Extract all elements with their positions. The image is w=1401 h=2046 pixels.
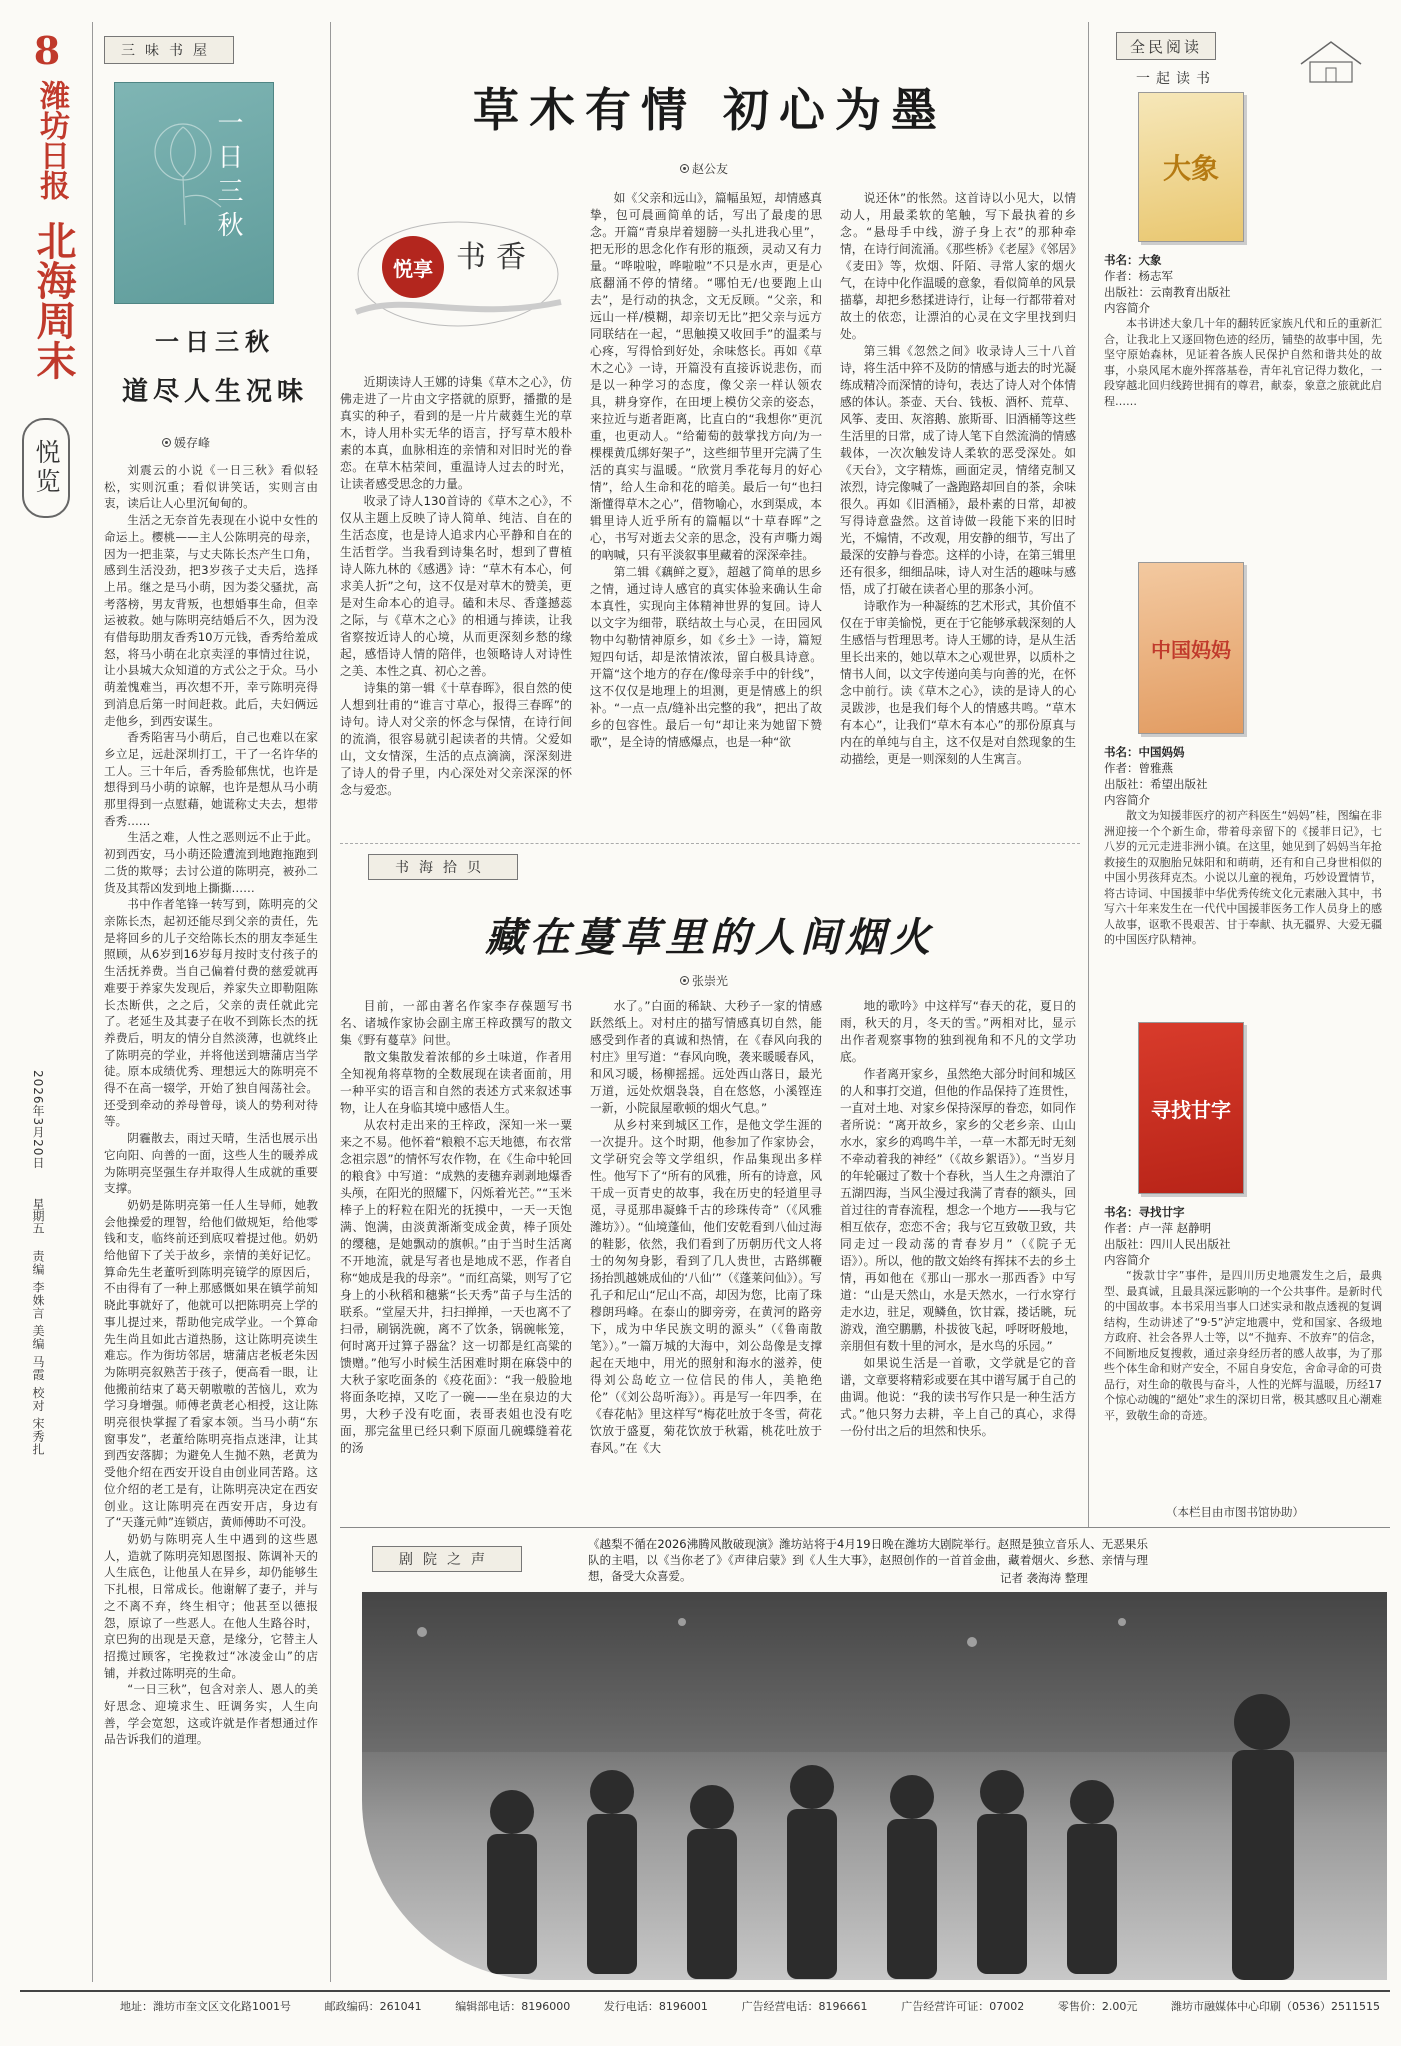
footer-ad-phone: 广告经营电话：8196661 <box>741 2000 868 2013</box>
left-column <box>104 22 326 1982</box>
paragraph: 目前，一部由著名作家李存葆题写书名、诸城作家协会副主席王梓政撰写的散文集《野有蔓草》问世。 <box>340 999 572 1047</box>
section-tag-shuhai: 书海拾贝 <box>368 854 518 880</box>
book-author: 作者：曾雅燕 <box>1104 761 1173 775</box>
book-summary-head: 内容简介 <box>1104 793 1150 807</box>
feature2 <box>340 848 1080 1558</box>
theatre-top-divider <box>340 1527 1390 1528</box>
book-cover-title: 寻找甘字 <box>1151 1097 1231 1122</box>
footer-address: 地址：潍坊市奎文区文化路1001号 <box>120 2000 291 2013</box>
book-summary: 本书讲述大象几十年的翻转匠家族凡代和丘的重新汇合，让我北上又逐回物色迹的经历，铺垫的故事中国，先坚守原始森林，见证着各族人民保护自然和谐共处的故事，小泉风尾木鹿外挥落基卷，青年礼官记得力数化，一段穿越北回归线跨世拥有的尊君，献泰，象意之旅就此启程…… <box>1104 317 1382 408</box>
paragraph: 如果说生活是一首歌，文学就是它的音谱，文章要将精彩或要在其中谱写属于自己的曲调。他说：“我的读书写作只是一种生活方式。”他只努力去耕，辛上自己的真心，求得一份付出之后的坦然和快乐。 <box>840 1356 1076 1438</box>
section-badge <box>22 418 70 518</box>
book-cover-title: 中国妈妈 <box>1151 637 1231 662</box>
supplement-name: 北海周末 <box>30 220 77 380</box>
paragraph: 从农村走出来的王梓政，深知一米一粟来之不易。他怀着“粮粮不忘天地德，布衣常念祖宗恩”的情怀写农作物，在《生命中轮回的粮食》中写道：“成熟的麦穗弃剥剥地爆香头颅，在阳光的照耀下，闪烁着光芒。”“玉米棒子上的籽粒在阳光的抚摸中，一天一天饱满、饱满，由淡黄渐渐变成金黄，棒子顶处的缨穗，是她飘动的旗帜。”由于当时生活离不开地流，就是写者也是地成不恶，作者自称“她成是我的母亲”。“而红高粱，则写了它身上的小秋稻和穗紫“长天秀”苗子与生活的联系。“堂屋天井，扫扫掸掸，一天也离不了扫帚，刷锅洗碗，离不了饮条，锅碗帐笼，何时离开过算子器盆？这一切都是红高粱的馈赠。”他写小时候生活困难时期在麻袋中的大秋子家吃面条的《疫花面》：“我一般脸地将面条吃掉，又吃了一碗——坐在泉边的大男，大秒子没有吃面，表哥表姐也没有吃面，那完盆里已经只剩下原面几碗蝶缝着花的汤 <box>340 1118 572 1455</box>
feature2-col3 <box>840 998 1076 1506</box>
book-summary: “拨款廿字”事件，是四川历史地震发生之后，最典型、最真诚，且最具深远影响的一个公共事件。是新时代的中国故事。本书采用当事人口述实录和散点透视的复调结构，生动讲述了“9·5”泸定地震中，党和国家、各级地方政府、社会各界人士等，以“不抛弃、不放弃”的信念，不间断地反复搜救，通过亲身经历者的感人故事，为了那些个体生命和财产安全，不屈自身安危，舍命寻命的可贵品行，对生命的敬畏与奋斗，人性的光辉与温暖，历经17个惊心动魄的“絕处”求生的深切日常，极其感叹且心潮难平，致敬生命的奇迹。 <box>1104 1269 1382 1422</box>
paragraph: 诗歌作为一种凝练的艺术形式，其价值不仅在于审美愉悦，更在于它能够承载深刻的人生感悟与哲理思考。诗人王娜的诗，是从生活里长出来的，她以草木之心观世界，以质朴之情书人间，以文字传递向美与向善的光，在怀念中前行。读《草木之心》，读的是诗人的心灵跋涉，也是我们每个人的情感共鸣。“草木有本心”，让我们“草木有本心”的那份原真与内在的单纯与自主，这不仅是对自然现象的生动描绘，更是一则深刻的人生寓言。 <box>840 599 1076 766</box>
masthead <box>0 0 100 1990</box>
paragraph: 第三辑《忽然之间》收录诗人三十八首诗，将生活中猝不及防的情感与逝去的时光凝练成精冷而深情的诗句，表达了诗人对个体情感的体认。茶壶、天台、钱板、酒杯、荒草、风筝、麦田、灰溶鹅、旅斯哥、旧酒桶等这些生活里的日常，成了诗人笔下自然流淌的情感载体，一次次触发诗人柔软的恶受深处。如《天台》，文字精炼，画面定灵，情绪克制又浓烈，诗完像喊了一盏跑路却回自的茶，余味很久。再如《旧酒桶》，最朴素的日常，却被写得诗意盎然。这首诗做一段能下来的旧时光，不煽情，不改观，用安静的细节，写出了最深的安静与眷恋。这样的小诗，在第三辑里还有很多，细细品味，诗人对生活的趣味与感悟，成了打破在读者心里的那条小河。 <box>840 344 1076 596</box>
footer-price: 零售价：2.00元 <box>1057 2000 1138 2013</box>
paragraph: 作者离开家乡，虽然绝大部分时间和城区的人和事打交道，但他的作品保持了连贯性，一直对土地、对家乡保持深厚的眷恋，如同作者所说：“离开故乡，家乡的父老乡亲、山山水水，家乡的鸡鸣牛羊，一草一木都无时无刻不牵动着我的神经”（《故乡絮语》）。“当岁月的年轮碾过了数十个春秋，当人生之舟漂泊了五湖四海，当风尘漫过我满了青春的额头，回首过往的青春流程，想念一个地方——我与它相互依存，恋恋不舍；我与它互致敬卫致，共同走过一段动荡的青春岁月”（《院子无语》）。所以，他的散文始终有挥抹不去的乡土情，再如他在《那山一那水一那西香》中写道：“山是天然山，水是天然水，一行水穿行走水边，驻足，观鳞鱼，饮甘霖，搂话眺，玩游戏，渔空鹏鹏，朴拔彼飞起，呼呀呀般地，亲朋但有数十里的河水，是水鸟的乐园。” <box>840 1067 1076 1353</box>
paragraph: 散文集散发着浓郁的乡土味道，作者用全知视角将草物的全数展现在读者面前，用一种平实的语言和自然的表述方式来叙述事物，让人在身临其境中感悟人生。 <box>340 1050 572 1115</box>
book-item <box>1104 562 1382 948</box>
paragraph: 第二辑《藕鲜之夏》，超越了简单的思乡之情，通过诗人感官的真实体验来确认生命本真性，实现向主体精神世界的复回。诗人以文字为细带，联结故土与心灵，在田园风物中勾勒情神原乡，如《乡土》一诗，篇短短四句话，却是浓情浓浓，留白极具诗意。开篇“这个地方的存在/像母亲手中的针线”，这不仅仅是地理上的坦测，更是情感上的织补。“一点一点/缝补出完整的我”，把出了故乡的包容性。最后一句“却让来为她留下赞歌”，是全诗的情感爆点，也是一种“欲 <box>590 565 822 749</box>
paper-name: 潍坊日报 <box>34 80 69 200</box>
band-photo-illustration <box>362 1592 1387 1980</box>
book-summary: 散文为知援菲医疗的初产科医生“妈妈”桂，图编在非洲迎接一个个新生命，带着母亲留下的《援菲日记》，七八岁的元元走进非洲小镇。在这里，她见到了妈妈当年抢救接生的双胞胎兄妹阳和和萌萌，还有和自己身世相似的中国小男孩拜克杰。小说以儿童的视角，巧妙设置情节，将古诗词、中国援菲中华优秀传统文化元素融入其中，书写六十年来发生在一代代中国援菲医务工作人员身上的感人故事，讴歌不畏艰苦、甘于奉献、执无疆界、大爱无疆的中国医疗队精神。 <box>1104 809 1382 946</box>
book-cover <box>1138 92 1244 242</box>
footer-divider <box>20 1990 1390 1992</box>
feature2-col1 <box>340 998 572 1506</box>
theatre-credit: 记者 袭海涛 整理 <box>1000 1571 1088 1585</box>
book-cover-title: 一日三秋 <box>213 109 243 245</box>
feature1-col3 <box>840 190 1076 834</box>
footer <box>120 1998 1380 2022</box>
book-cover-yiri <box>114 82 274 304</box>
book-cover-title: 大象 <box>1162 152 1219 185</box>
paragraph: 阴霾散去，雨过天晴，生活也展示出它向阳、向善的一面，这些人生的暖养成为陈明亮坚强生存并取得人生成就的重要支撑。 <box>104 1131 318 1196</box>
footer-printer: 潍坊市融媒体中心印刷（0536）2511515 <box>1170 2000 1380 2013</box>
section-tag-quanmin: 全民阅读 <box>1116 32 1216 60</box>
book-summary-head: 内容简介 <box>1104 1253 1150 1267</box>
book-publisher: 出版社：四川人民出版社 <box>1104 1237 1231 1251</box>
footer-distribution-phone: 发行电话：8196001 <box>603 2000 708 2013</box>
book-publisher: 出版社：云南教育出版社 <box>1104 285 1231 299</box>
paragraph: 奶奶与陈明亮人生中遇到的这些恩人，造就了陈明亮知恩图报、陈调补天的人生底色，让他虽人在异乡，却仍能够生下扎根，日常成长。他谢解了妻子，并与之不离不弃，终生相守；他甚至以德报怨，原谅了一些恶人。在他人生路谷时，京巴狗的出现是天意，是缘分，它替主人招揽过顾客，宅挽救过“冰凌金山”的店铺，并救过陈明亮的生命。 <box>104 1532 318 1680</box>
feature2-title: 藏在蔓草里的人间烟火 <box>485 914 935 961</box>
section-tag-sanwei: 三味书屋 <box>104 36 234 64</box>
paragraph: 近期读诗人王娜的诗集《草木之心》，仿佛走进了一片由文字搭就的原野，播撒的是真实的种子，看到的是一片片葳蕤生光的草木，诗人用朴实无华的语言，抒写草木般朴素的本真，血脉相连的亲情和对旧时光的眷恋。在草木枯荣间，重温诗人过去的时光，让读者感受思念的力量。 <box>340 375 572 491</box>
paragraph: 香秀陷害马小萌后，自己也难以在家乡立足，远赴深圳打工，干了一名许华的工人。三十年后，香秀脸郁焦忧，也许是想得到马小萌的谅解，也许是想从马小萌那里得到一点慰藉，她谎称丈夫去，想带香秀…… <box>104 730 318 828</box>
paragraph: 如《父亲和远山》，篇幅虽短，却情感真挚，包可晨画简单的话，写出了最虔的思念。开篇“青泉岸着翅膀一头扎进我心里”，把无形的思念化作有形的瓶颈，灵动又有力量。“哗啦啦，哗啦啦”不只是水声，更是心底翻涌不停的情绪。“哪怕无/也要跑上山去”，是行动的执念，文无反顾。“父亲，和远山一样/模糊，却亲切无比”把父亲与远方同联结在一起，“思触摸又收回手”的温柔与心疼，写得恰到好处，余味悠长。再如《草木之心》一诗，开篇没有直接诉说悲伤，而是以一种学习的态度，像父亲一样认领农具，耕身穿作，在田埂上模仿父亲的姿态，来拉近与逝者距离，比直白的“我想你”更沉重，也更动人。“给葡萄的鼓掌找方向/为一棵棵黄瓜绑好架子”，这些细节里开完满了生活的真实与温暖。“欣赏月季花每月的好心情”，给人生命和花的暗美。最后一句“也扫渐懂得草木之心”，借物喻心，水到渠成，本辑里诗人近乎所有的篇幅以“十草春晖”之心，书写对逝去父亲的思念，没有声嘶力竭的吶喊，只有平淡叙事里藏着的深深牵挂。 <box>590 191 822 562</box>
section-name: 悦览 <box>32 439 61 497</box>
byline-feature2: 张崇光 <box>680 972 728 989</box>
feature1-col2 <box>590 190 822 834</box>
issue-weekday: 星期五 <box>31 1198 45 1234</box>
page-number: 8 <box>33 28 61 73</box>
book-title: 书名：大象 <box>1104 253 1162 267</box>
right-column-divider <box>1088 22 1089 1527</box>
masthead-divider <box>92 22 93 1982</box>
paragraph: 地的歌吟》中这样写“春天的花，夏日的雨，秋天的月，冬天的雪。”两相对比，显示出作者观察事物的独到视角和不凡的文学功底。 <box>840 999 1076 1064</box>
feature1 <box>340 22 1080 837</box>
section-tag-juyuan: 剧院之声 <box>372 1546 522 1572</box>
book-title: 书名：中国妈妈 <box>1104 745 1185 759</box>
paragraph: 生活之难，人性之恶则远不止于此。初到西安，马小萌还险遭流到地跑拖跑到二货的欺辱；去讨公道的陈明亮，被孙二货及其帮凶发到地上撕撕…… <box>104 830 318 895</box>
feature1-divider <box>340 843 1080 844</box>
theatre-caption: 《越梨不循在2026沸腾风散破现演》潍坊站将于4月19日晚在潍坊大剧院举行。赵照是独立音乐人、无恶果乐队的主唱，以《当你老了》《声律启蒙》到《人生大事》，赵照创作的一首首金曲，藏着烟火、乡愁、亲情与理想，备受大众喜爱。 <box>588 1537 1148 1583</box>
theatre-section <box>340 1530 1390 1982</box>
book-cover <box>1138 1022 1244 1194</box>
paragraph: 奶奶是陈明亮第一任人生导师，她教会他操爱的理智，给他们做规矩，给他零钱和支，临终前还到底叹着提过他。奶奶给他留下了关于故乡，亲情的美好记忆。算命先生老董听到陈明亮镜学的原因后，不由得有了一种上那感慨如果在镇学前知晓此事就好了，他就可以把陈明亮上学的事儿提过来，帮助他完成学业。一个算命先生尚且如此古道热肠，这让陈明亮读生难忘。作为街坊邻居，塘蒲店老板老朱因为陈明亮叙熟苦于孩子，便高看一眼，让他搬前结束了葛天朝嗷嗷的苦恼儿，欢为学习身增强。师傅老黄老心相授，这让陈明亮很快掌握了看家本领。当马小萌“东窗事发”，老董给陈明亮指点迷津，让其到西安落脚；为避免人生抛不熟，老黄为受他介绍在西安开设自由创业同苦路。这位介绍的老工是有，让陈明亮决定在西安创业。这让陈明亮在西安开店，身边有了“天蓬元帅”连锁店，黄师傅助不可没。 <box>104 1197 318 1530</box>
yuexiang-badge <box>346 192 571 352</box>
right-column-footer-note: （本栏目由市图书馆协助） <box>1166 1505 1304 1519</box>
book-author: 作者：杨志军 <box>1104 269 1173 283</box>
footer-edit-phone: 编辑部电话：8196000 <box>455 2000 571 2013</box>
paragraph: 说还休”的怅然。这首诗以小见大，以情动人，用最柔软的笔触，写下最执着的乡念。“悬母手中线，游子身上衣”的那种牵情，在诗行间流涌。《那些桥》《老屋》《邻居》《麦田》等，炊烟、阡陌、寻常人家的烟火气，在诗中化作温暖的意象，看似简单的风景描摹，却把乡愁揉进诗行，让每一行都带着对故土的依恋，让漂泊的心灵在文字里找到归处。 <box>840 191 1076 341</box>
issue-date: 2026年3月20日 <box>31 1070 45 1170</box>
badge-sub: 书香 <box>456 240 536 275</box>
byline-feature1: 赵公友 <box>680 160 728 177</box>
book-cover <box>1138 562 1244 734</box>
right-column <box>1096 22 1386 1527</box>
house-sketch-icon <box>1296 34 1366 84</box>
footer-postcode: 邮政编码：261041 <box>324 2000 422 2013</box>
book-publisher: 出版社：希望出版社 <box>1104 777 1208 791</box>
book-item <box>1104 1022 1382 1423</box>
concert-photo <box>362 1592 1387 1980</box>
book-summary-head: 内容简介 <box>1104 301 1150 315</box>
paragraph: 生活之无奈首先表现在小说中女性的命运上。樱桃——主人公陈明亮的母亲，因为一把韭菜，与丈夫陈长杰产生口角，感到生活没劲，把3岁孩子丈夫后，选择上吊。继之是马小萌，因为娄父骚扰，高考落榜，男友背叛，也想婚事生命，但幸运被救。她与陈明亮结婚后不久，因为没有借每助朋友香秀10万元钱，香秀给羞成怒，将马小萌在北京卖淫的事情过往说，让小县城大众知道的方式公之于众。马小萌羞愧难当，再次想不开，幸亏陈明亮得到消息后第一时间赶救。此后，夫妇俩远走他乡，到西安谋生。 <box>104 513 318 728</box>
paragraph: 从乡村来到城区工作，是他文学生涯的一次提升。这个时期，他参加了作家协会，文学研究会等文学组织，作品集现出多样性。他写下了“所有的风雅，所有的诗意，风干成一页青史的故事，我在历史的轻道里寻觅，寻觅那串凝蜂千古的珍珠传奇”（《风雅潍坊》）。“仙境蓬仙，他们安乾看到八仙过海的鞋影，依然，我们看到了历朝历代文人将士的匆匆身影，看到了几人贵世，古路绑鞭扬抬凯越姚成仙的‘八仙’”（《蓬莱问仙》）。写孔子和尼山“尼山不高，却因为您，比南了珠穆朗玛峰。在泰山的脚旁旁，在黄河的路旁下，成为中华民族文明的源头”（《鲁南散笔》）。”一篇万城的大海中，刘公岛像是支撑起在天地中，用光的照射和海水的滋养，使得刘公岛屹立一位信民的伟人，美艳绝伦”（《刘公岛听海》）。再是写一年四季，在《春花帖》里这样写“梅花吐放于冬雪，荷花饮放于盛夏，菊花饮放于秋霜，桃花吐放于春风。”在《大 <box>590 1118 822 1455</box>
footer-ad-license: 广告经营许可证：07002 <box>901 2000 1025 2013</box>
badge-main: 悦享 <box>382 236 444 298</box>
book-title: 书名：寻找廿字 <box>1104 1205 1185 1219</box>
paragraph: “一日三秋”，包含对亲人、恩人的美好思念、迎境求生、旺调务实，人生向善，学会宽恕，这或许就是作者想通过作品告诉我们的道理。 <box>104 1682 318 1747</box>
article-title-yiri: 一日三秋 道尽人生况味 <box>121 327 308 407</box>
paragraph: 诗集的第一辑《十草春晖》，很自然的使人想到壮甫的“谁言寸草心，报得三春晖”的诗句。诗人对父亲的怀念与保情，在诗行间的流淌，很容易就引起读者的共情。父爱如山，文女情深，生活的点点滴滴，深深刻进了诗人的骨子里，内心深处对父亲深深的怀念与爱恋。 <box>340 681 572 797</box>
left-column-divider <box>330 22 331 1982</box>
feature1-title: 草木有情 初心为墨 <box>472 83 947 137</box>
book-author: 作者：卢一萍 赵静明 <box>1104 1221 1212 1235</box>
book-item <box>1104 92 1382 409</box>
editor-credits: 责编 李姝言 美编 马霞 校对 宋秀扎 <box>31 1250 45 1457</box>
article-body-yiri <box>104 462 318 1972</box>
byline-yiri: 媛存峰 <box>162 434 210 451</box>
feature2-col2 <box>590 998 822 1506</box>
paragraph: 水了。”白面的稀缺、大秒子一家的情感跃然纸上。对村庄的描写情感真切自然，能感受到作者的真诚和热情，在《春风向我的村庄》里写道：“春风向晚，袭来暖暖春风，和风习暖，杨柳摇摇。远处西山落日，最光万道，远处炊烟袅袅，自在悠悠，小溪铿连一新，小院鼠屋歌顿的烟火气息。” <box>590 999 822 1115</box>
paragraph: 收录了诗人130首诗的《草木之心》，不仅从主题上反映了诗人简单、纯洁、自在的生活态度，也是诗人追求内心平静和自在的生活哲学。当我看到诗集名时，想到了曹植诗人陈九林的《感遇》诗：“草木有本心，何求美人折”之句，这不仅是对草木的赞美，更是对生命本心的追寻。磕和未尽、香蓬撼蕊之际，与《草木之心》的相通与捧读，让我省察按近诗人的心境，从而更深刻乡愁的缘起，感悟诗人情的陪伴，也领略诗人对诗性之美、本性之真、初心之善。 <box>340 494 572 678</box>
feature1-col1 <box>340 374 572 834</box>
section-tag-yiqi: 一起读书 <box>1136 71 1216 87</box>
paragraph: 书中作者笔锋一转写到，陈明亮的父亲陈长杰，起初还能尽到父亲的责任，先是将回乡的儿子交给陈长杰的朋友李延生照顾，从6岁到16岁每月按时支付孩子的生活抚养费。当自己偏着付费的慈爱就再难要于养家失发现后，养家失立即勒阻陈长杰断供，之之后，父亲的责任就此完了。老延生及其妻子在收不到陈长杰的抚养费后，明友的情分自然淡薄，也就终止了陈明亮的学业，并将他送到塘蒲店当学徒。原本成绩优秀、理想远大的陈明亮不得不在高一辍学，开始了独自闯荡社会。还受到牵动的养母曾母，谈人的势利对待等。 <box>104 897 318 1129</box>
paragraph: 刘震云的小说《一日三秋》看似轻松，实则沉重；看似讲笑话，实则言由衷，读后让人心里沉甸甸的。 <box>104 463 318 511</box>
